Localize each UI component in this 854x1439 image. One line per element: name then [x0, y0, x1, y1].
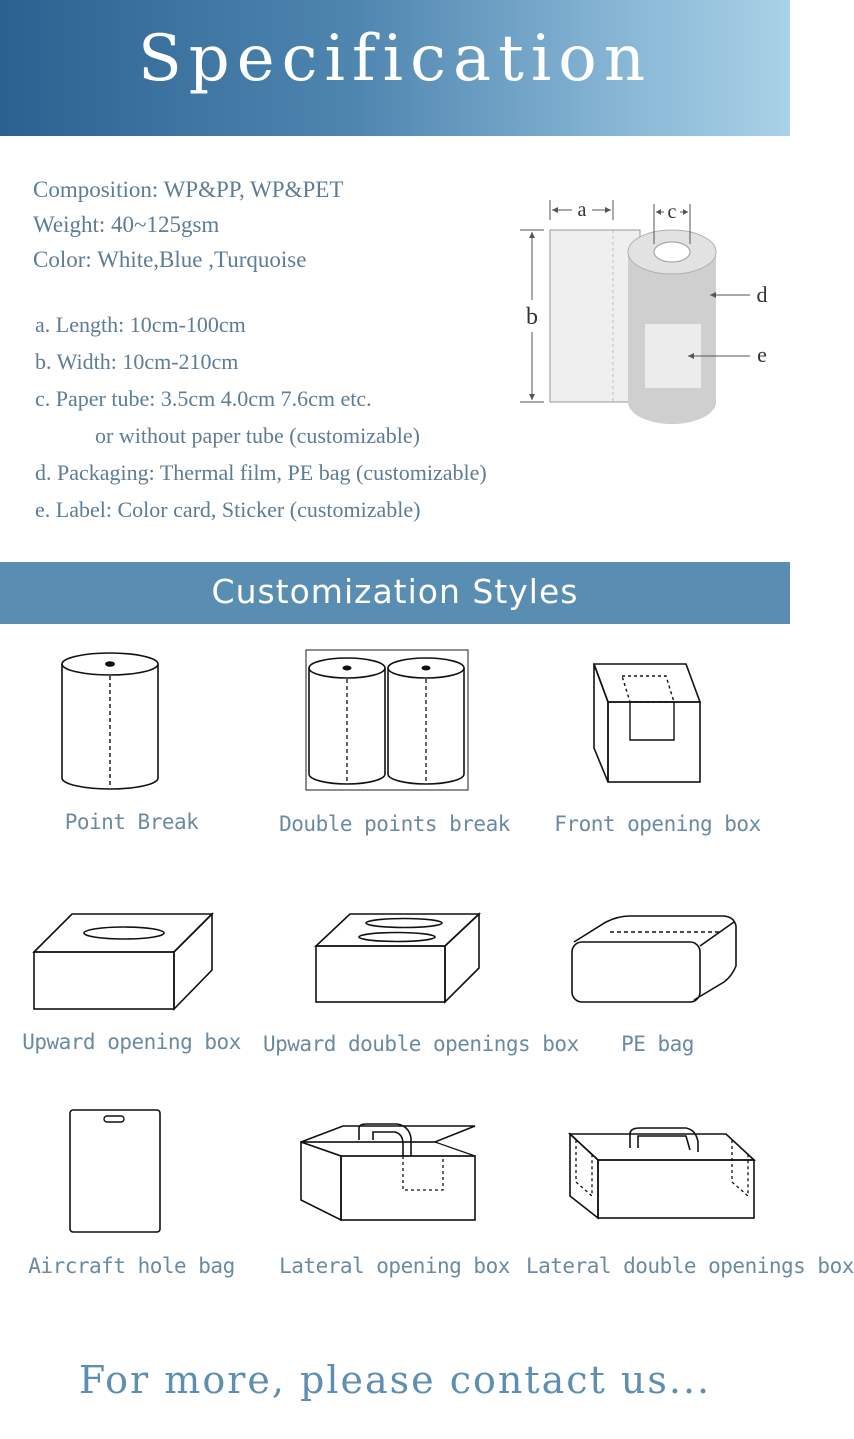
style-item — [263, 624, 526, 854]
aircraft-hole-bag-icon — [0, 1104, 263, 1244]
section-band — [0, 562, 790, 624]
style-label: Lateral opening box — [279, 1254, 510, 1278]
diagram-label-e: e — [757, 342, 767, 367]
dim-packaging: d. Packaging: Thermal film, PE bag (customizable) — [35, 460, 487, 485]
contact-footer: For more, please contact us... — [78, 1358, 712, 1402]
diagram-label-a: a — [577, 199, 587, 221]
page-title: Specification — [137, 22, 653, 96]
style-label: Aircraft hole bag — [28, 1254, 235, 1278]
style-label: PE bag — [621, 1032, 694, 1056]
style-label: Upward double openings box — [263, 1032, 579, 1056]
dim-paper-tube-note: or without paper tube (customizable) — [95, 423, 421, 448]
single-roll-icon — [0, 624, 263, 804]
upward-double-box-icon — [263, 902, 526, 1022]
header-banner — [0, 0, 790, 136]
style-label: Upward opening box — [22, 1030, 241, 1054]
spec-color: Color: White,Blue ,Turquoise — [33, 247, 307, 272]
style-item — [0, 902, 263, 1102]
style-item — [263, 1104, 526, 1304]
diagram-label-c: c — [667, 201, 677, 223]
style-item — [0, 1104, 263, 1304]
spec-weight: Weight: 40~125gsm — [33, 212, 220, 237]
style-label: Point Break — [64, 810, 199, 834]
double-roll-icon — [263, 624, 526, 804]
style-label: Double points break — [279, 812, 510, 836]
dim-width: b. Width: 10cm-210cm — [35, 349, 239, 374]
lateral-double-box-icon — [526, 1104, 789, 1244]
spec-composition: Composition: WP&PP, WP&PET — [33, 177, 344, 202]
dim-length: a. Length: 10cm-100cm — [35, 312, 246, 337]
roll-diagram-icon — [510, 190, 780, 435]
dim-label: e. Label: Color card, Sticker (customizable) — [35, 497, 421, 522]
roll-dimension-diagram — [510, 190, 780, 440]
dimension-list — [35, 306, 487, 528]
style-item — [526, 1104, 854, 1304]
diagram-label-b: b — [526, 304, 538, 330]
upward-opening-box-icon — [0, 902, 263, 1022]
pe-bag-icon — [526, 902, 789, 1022]
style-item — [526, 902, 789, 1102]
style-label: Front opening box — [554, 812, 761, 836]
front-opening-box-icon — [526, 624, 789, 804]
lateral-opening-box-icon — [263, 1104, 526, 1244]
dim-paper-tube: c. Paper tube: 3.5cm 4.0cm 7.6cm etc. — [35, 386, 372, 411]
diagram-label-d: d — [756, 282, 768, 307]
section-title: Customization Styles — [211, 572, 579, 611]
style-item — [263, 902, 579, 1102]
style-item — [0, 624, 263, 854]
style-label: Lateral double openings box — [526, 1254, 854, 1278]
spec-list — [33, 172, 343, 277]
style-item — [526, 624, 789, 854]
